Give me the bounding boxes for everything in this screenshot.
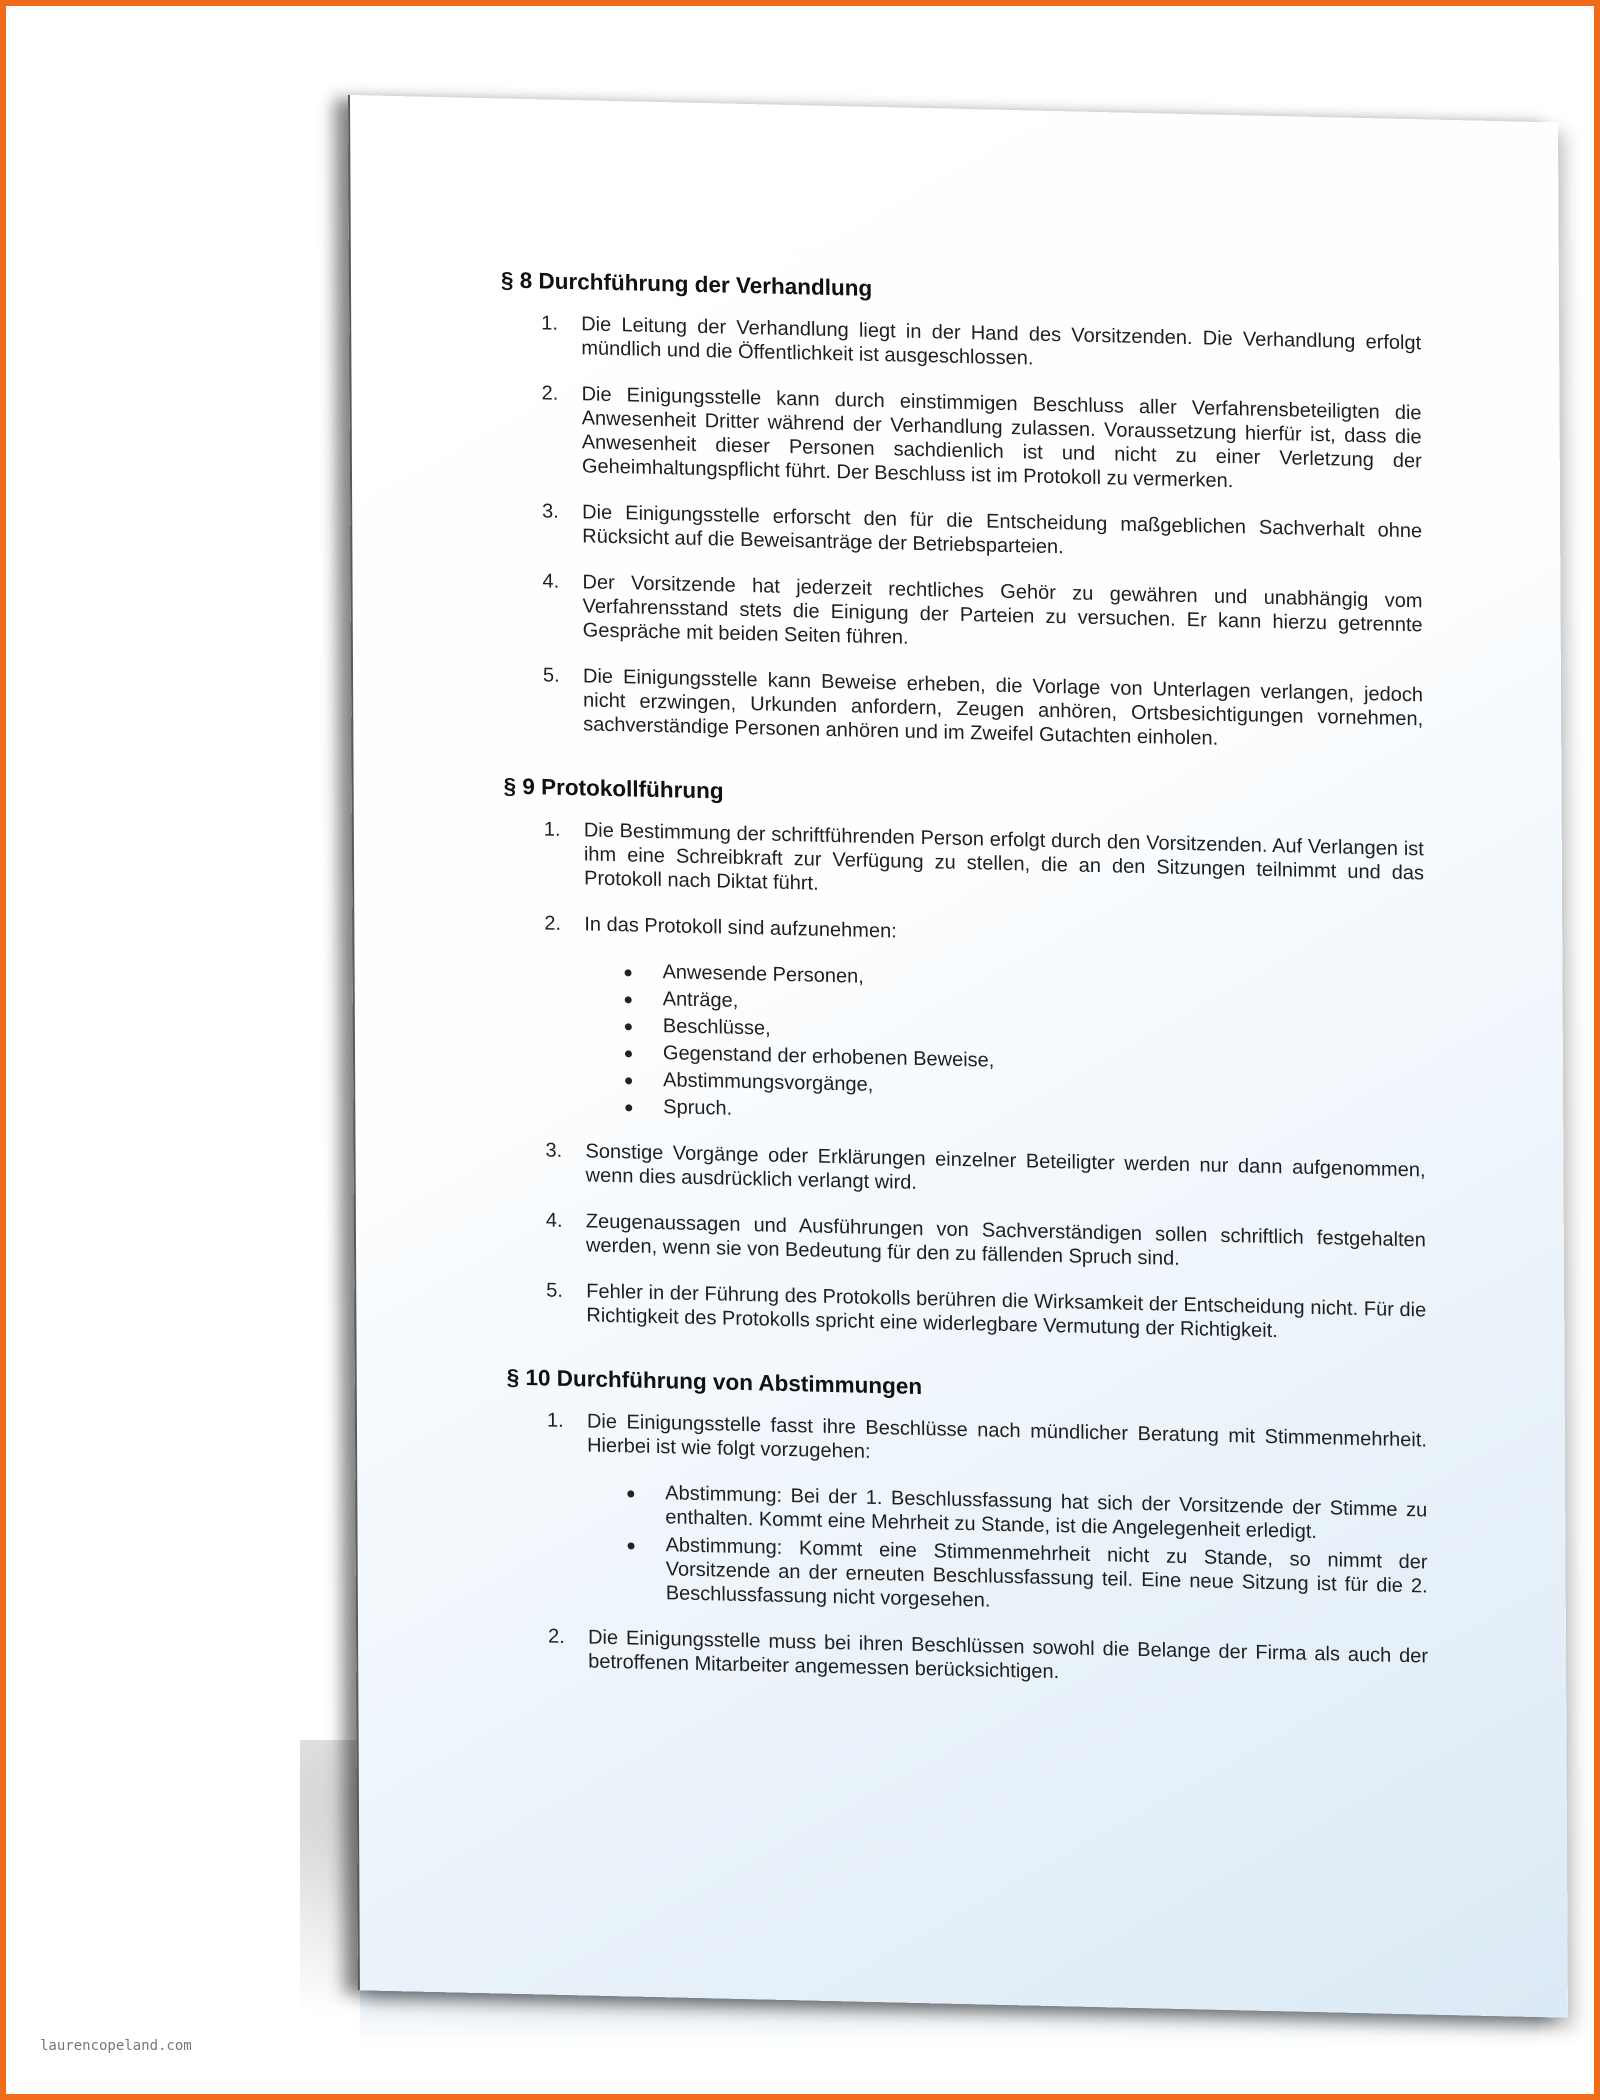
document-page — [348, 95, 1568, 2018]
item-text: In das Protokoll sind aufzunehmen: — [584, 913, 897, 943]
bullet-item — [587, 1531, 1427, 1622]
list-item — [504, 911, 1425, 1137]
bullet-icon — [627, 1490, 634, 1497]
item-text: Die Einigungsstelle muss bei ihren Beschlüssen sowohl die Belange der Firma als auch der betroffenen Mitarbeiter angemessen berücksichtigen. — [587, 1626, 1429, 1684]
list-item — [504, 817, 1424, 910]
item-text: Zeugenaussagen und Ausführungen von Sachverständigen sollen schriftlich festgehalten werden, wenn sie von Bedeutung für den zu fällenden Spruch sind. — [585, 1210, 1426, 1270]
list-item — [502, 499, 1422, 568]
bullet-text: Abstimmungsvorgänge, — [663, 1069, 874, 1096]
bullet-icon — [625, 1050, 632, 1057]
bullet-text: Anträge, — [662, 988, 739, 1012]
list-item — [508, 1624, 1428, 1693]
bullet-text: Anwesende Personen, — [662, 961, 864, 988]
bullet-icon — [625, 1104, 632, 1111]
list-item — [506, 1208, 1426, 1277]
bullet-icon — [625, 969, 632, 976]
item-number: 2. — [541, 382, 559, 405]
section-heading: § 9 Protokollführung — [503, 773, 724, 804]
item-number: 2. — [544, 912, 562, 935]
bullet-icon — [625, 1023, 632, 1030]
section-8 — [501, 268, 1423, 755]
list-item — [501, 310, 1421, 379]
list-item — [507, 1408, 1428, 1623]
bullet-icon — [625, 996, 632, 1003]
item-number: 4. — [542, 570, 560, 593]
item-number: 2. — [547, 1625, 565, 1648]
item-text: Die Einigungsstelle kann durch einstimmigen Beschluss aller Verfahrensbeteiligten die Anwesenheit Dritter während der Verhandlung zulassen. Voraussetzung hierfür ist, dass die Anwesenheit dieser Personen sachdienlich ist und nicht zu einer Verletzung der Geheimhaltungspflicht führt. Der Beschluss ist im Protokoll zu vermerken. — [581, 383, 1422, 493]
bullet-icon — [625, 1077, 632, 1084]
item-text: Die Einigungsstelle kann Beweise erheben, die Vorlage von Unterlagen verlangen, jedoch nicht erzwingen, Urkunden anfordern, Zeugen anhören, Ortsbesichtigungen vornehmen, sachverständige Personen anhören und im Zweifel Gutachten einholen. — [582, 665, 1424, 750]
item-text: Die Leitung der Verhandlung liegt in der Hand des Vorsitzenden. Die Verhandlung erfolgt mündlich und die Öffentlichkeit ist ausgeschlossen. — [581, 313, 1422, 370]
bullet-text: Beschlüsse, — [662, 1015, 771, 1040]
item-number: 5. — [546, 1279, 563, 1302]
item-text: Die Einigungsstelle erforscht den für die Entscheidung maßgeblichen Sachverhalt ohne Rücksicht auf die Beweisanträge der Betriebsparteien. — [582, 501, 1423, 559]
item-number: 5. — [542, 664, 560, 687]
bullet-list — [587, 1479, 1428, 1622]
watermark: laurencopeland.com — [40, 2038, 192, 2054]
item-number: 1. — [541, 312, 558, 335]
list-item — [503, 663, 1423, 756]
list-item — [505, 1138, 1425, 1207]
bullet-list — [584, 958, 1425, 1136]
bullet-text: Gegenstand der erhobenen Beweise, — [662, 1042, 995, 1072]
section-heading: § 8 Durchführung der Verhandlung — [500, 267, 873, 301]
item-number: 1. — [543, 818, 561, 841]
bullet-text: Spruch. — [663, 1096, 733, 1120]
list-item — [502, 569, 1422, 662]
section-10 — [507, 1366, 1429, 1693]
bullet-text: Abstimmung: Kommt eine Stimmenmehrheit nicht zu Stande, so nimmt der Vorsitzende an der erneuten Beschlussfassung teil. Eine neue Sitzung ist für die 2. Beschlussfassung nicht vorgesehen. — [665, 1534, 1428, 1612]
item-text: Sonstige Vorgänge oder Erklärungen einzelner Beteiligter werden nur dann aufgenommen, wenn dies ausdrücklich verlangt wird. — [585, 1140, 1426, 1194]
item-text: Die Bestimmung der schriftführenden Person erfolgt durch den Vorsitzenden. Auf Verlangen ist ihm eine Schreibkraft zur Verfügung zu stellen, die an den Sitzungen teilnimmt und das Protokoll nach Diktat führt. — [583, 819, 1424, 895]
section-heading: § 10 Durchführung von Abstimmungen — [506, 1364, 923, 1400]
item-number: 4. — [545, 1209, 563, 1232]
item-number: 3. — [542, 500, 559, 523]
item-text: Der Vorsitzende hat jederzeit rechtliches Gehör zu gewähren und unabhängig vom Verfahrensstand stets die Einigung der Parteien zu versuchen. Er kann hierzu getrennte Gespräche mit beiden Seiten führen. — [582, 571, 1423, 649]
list-item — [506, 1278, 1426, 1347]
item-text: Fehler in der Führung des Protokolls berühren die Wirksamkeit der Entscheidung nicht. Für die Richtigkeit des Protokolls spricht eine widerlegbare Vermutung der Richtigkeit. — [586, 1280, 1427, 1343]
document-content — [501, 268, 1429, 1732]
item-number: 3. — [545, 1139, 563, 1162]
bullet-icon — [628, 1542, 635, 1549]
section-9 — [504, 775, 1427, 1347]
item-number: 1. — [546, 1409, 564, 1432]
item-text: Die Einigungsstelle fasst ihre Beschlüsse nach mündlicher Beratung mit Stimmenmehrheit. Hierbei ist wie folgt vorzugehen: — [586, 1410, 1427, 1463]
bullet-text: Abstimmung: Bei der 1. Beschlussfassung hat sich der Vorsitzende der Stimme zu enthalten. Kommt eine Mehrheit zu Stande, ist die Angelegenheit erledigt. — [665, 1482, 1428, 1544]
list-item — [501, 380, 1421, 497]
